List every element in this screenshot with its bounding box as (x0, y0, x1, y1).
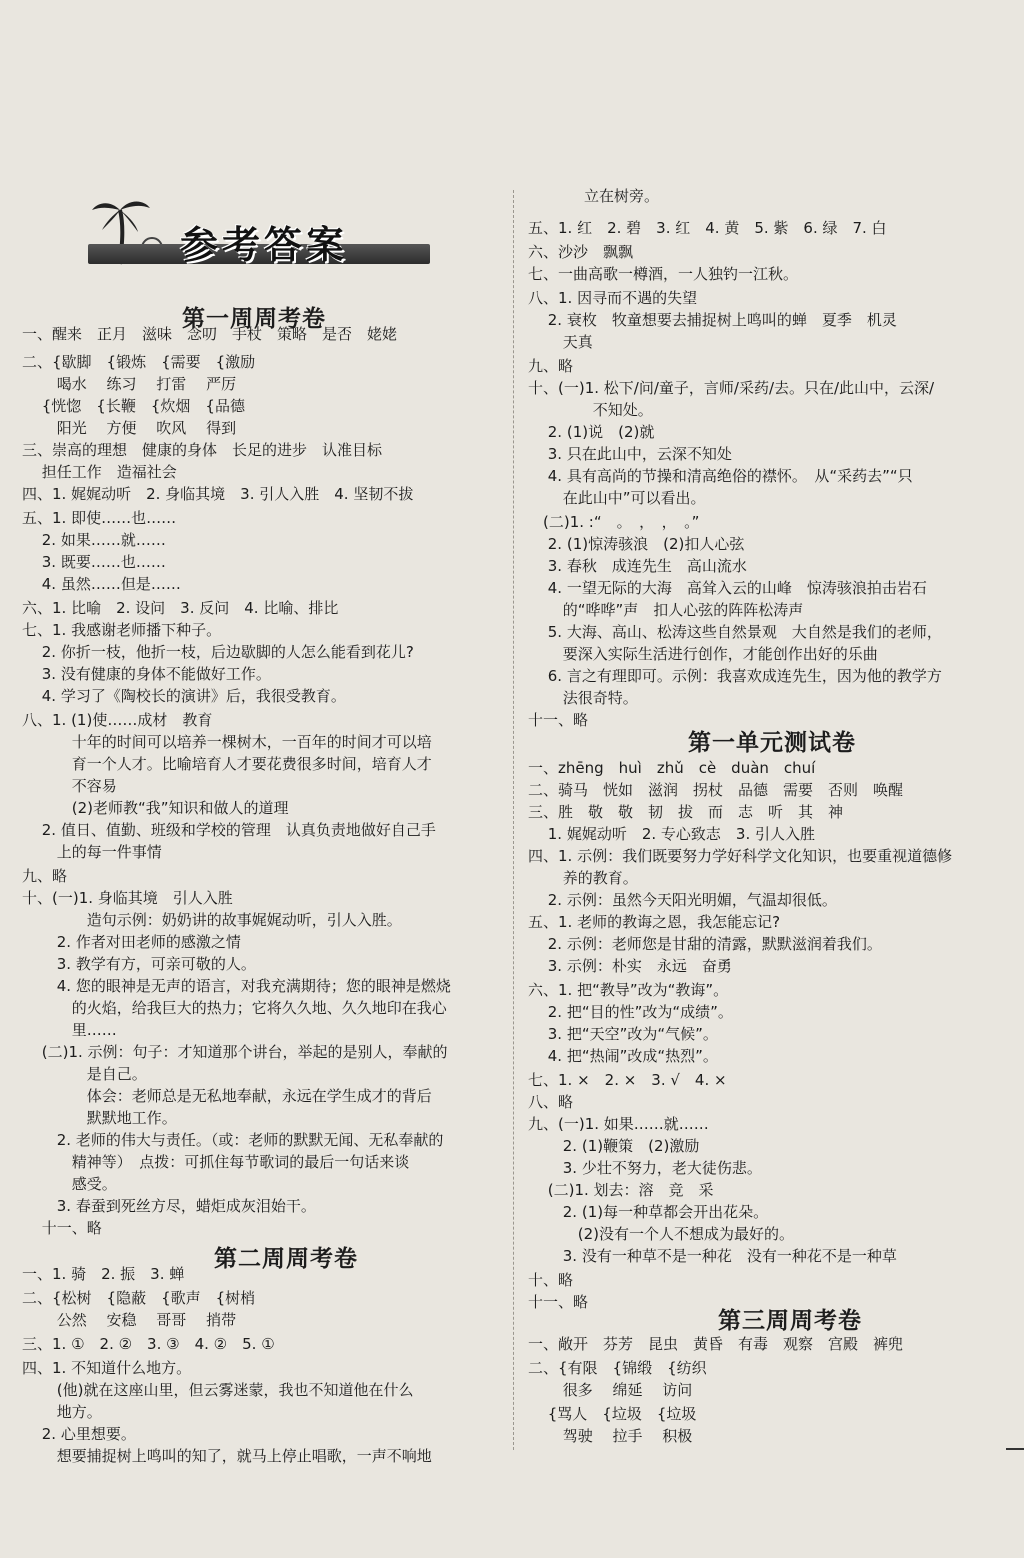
answer-line: 2. (1)每一种草都会开出花朵。 (528, 1203, 769, 1221)
answer-line: 二、{松树 {隐蔽 {歌声 {树梢 (22, 1289, 256, 1307)
answer-line: 2. 衰枚 牧童想要去捕捉树上鸣叫的蝉 夏季 机灵 (528, 311, 897, 329)
answer-line: (2)没有一个人不想成为最好的。 (528, 1225, 795, 1243)
answer-line: {骂人 {垃圾 {垃圾 (528, 1405, 697, 1423)
answer-line: 4. 一望无际的大海 高耸入云的山峰 惊涛骇浪拍击岩石 (528, 579, 927, 597)
answer-line: 想要捕捉树上鸣叫的知了，就马上停止唱歌，一声不响地 (22, 1447, 432, 1465)
answer-line: 的“哗哗”声 扣人心弦的阵阵松涛声 (528, 601, 804, 619)
answer-line: 3. 少壮不努力，老大徒伤悲。 (528, 1159, 762, 1177)
answer-line: 九、略 (528, 357, 574, 375)
answer-line: 精神等） 点拨：可抓住每节歌词的最后一句话来谈 (22, 1153, 410, 1171)
answer-line: 4. 您的眼神是无声的语言，对我充满期待；您的眼神是燃烧 (22, 977, 451, 995)
answer-line: 3. 把“天空”改为“气候”。 (528, 1025, 718, 1043)
answer-line: 地方。 (22, 1403, 102, 1421)
answer-line: 三、1. ① 2. ② 3. ③ 4. ② 5. ① (22, 1335, 275, 1353)
answer-line: (二)1. :“ 。 ， ， 。” (528, 513, 700, 531)
answer-line: 3. 只在此山中，云深不知处 (528, 445, 732, 463)
answer-line: 十、略 (528, 1271, 574, 1289)
answer-line: 2. 心里想要。 (22, 1425, 136, 1443)
answer-line: 感受。 (22, 1175, 117, 1193)
answer-line: 4. 虽然……但是…… (22, 575, 181, 593)
answer-line: 3. 示例：朴实 永远 奋勇 (528, 957, 732, 975)
answer-line: 四、1. 不知道什么地方。 (22, 1359, 192, 1377)
answer-line: 十一、略 (22, 1219, 102, 1237)
answer-line: 一、敞开 芬芳 昆虫 黄昏 有毒 观察 宫殿 裤兜 (528, 1335, 904, 1353)
answer-line: 六、沙沙 飘飘 (528, 243, 634, 261)
answer-line: 九、略 (22, 867, 68, 885)
answer-line: 二、{歇脚 {锻炼 {需要 {激励 (22, 353, 256, 371)
answer-line: 养的教育。 (528, 869, 638, 887)
answer-line: 三、崇高的理想 健康的身体 长足的进步 认准目标 (22, 441, 383, 459)
answer-line: (二)1. 示例：句子：才知道那个讲台，举起的是别人，奉献的 (22, 1043, 448, 1061)
answer-line: 3. 教学有方，可亲可敬的人。 (22, 955, 256, 973)
answer-line: (2)老师教“我”知识和做人的道理 (22, 799, 289, 817)
answer-line: 2. 把“目的性”改为“成绩”。 (528, 1003, 733, 1021)
column-divider (513, 190, 514, 1450)
answer-line: 十一、略 (528, 1293, 589, 1311)
answer-line: 十一、略 (528, 711, 589, 729)
answer-line: 2. (1)惊涛骇浪 (2)扣人心弦 (528, 535, 745, 553)
answer-line: 2. 示例：老师您是甘甜的清露，默默滋润着我们。 (528, 935, 882, 953)
answer-line: 2. 值日、值勤、班级和学校的管理 认真负责地做好自己手 (22, 821, 436, 839)
answer-line: 3. 春秋 成连先生 高山流水 (528, 557, 747, 575)
answer-line: 5. 大海、高山、松涛这些自然景观 大自然是我们的老师， (528, 623, 942, 641)
answer-line: (他)就在这座山里，但云雾迷蒙，我也不知道他在什么 (22, 1381, 414, 1399)
answer-line: 五、1. 红 2. 碧 3. 红 4. 黄 5. 紫 6. 绿 7. 白 (528, 219, 887, 237)
answer-line: 3. 既要……也…… (22, 553, 166, 571)
section-heading: 第三周周考卷 (718, 1307, 862, 1334)
answer-line: 4. 把“热闹”改成“热烈”。 (528, 1047, 718, 1065)
answer-line: 要深入实际生活进行创作，才能创作出好的乐曲 (528, 645, 878, 663)
answer-line: 五、1. 即使……也…… (22, 509, 177, 527)
answer-line: 2. 作者对田老师的感激之情 (22, 933, 241, 951)
answer-line: 八、略 (528, 1093, 574, 1111)
answer-line: 2. (1)说 (2)就 (528, 423, 655, 441)
banner-title: 参考答案 (180, 222, 349, 267)
answer-line: 2. 老师的伟大与责任。（或：老师的默默无闻、无私奉献的 (22, 1131, 444, 1149)
section-heading: 第一单元测试卷 (688, 729, 856, 756)
answer-line: 七、1. × 2. × 3. √ 4. × (528, 1071, 727, 1089)
answer-line: 在此山中”可以看出。 (528, 489, 706, 507)
answer-line: 的火焰，给我巨大的热力；它将久久地、久久地印在我心 (22, 999, 447, 1017)
answer-line: 法很奇特。 (528, 689, 638, 707)
answer-line: 4. 学习了《陶校长的演讲》后，我很受教育。 (22, 687, 346, 705)
answer-line: 五、1. 老师的教诲之恩，我怎能忘记? (528, 913, 781, 931)
answer-line: 4. 具有高尚的节操和清高绝俗的襟怀。 从“采药去”“只 (528, 467, 913, 485)
answer-line: 是自己。 (22, 1065, 147, 1083)
answer-line: 四、1. 示例：我们既要努力学好科学文化知识，也要重视道德修 (528, 847, 953, 865)
answer-line: 三、胜 敬 敬 韧 拔 而 志 听 其 神 (528, 803, 844, 821)
answer-line: 二、{有限 {锦缎 {纺织 (528, 1359, 707, 1377)
answer-line: 上的每一件事情 (22, 843, 162, 861)
answer-line: 六、1. 把“教导”改为“教诲”。 (528, 981, 729, 999)
answer-line: 七、1. 我感谢老师播下种子。 (22, 621, 222, 639)
answer-line: 一、醒来 正月 滋味 念叨 手杖 策略 是否 姥姥 (22, 325, 398, 343)
answer-line: 3. 没有健康的身体不能做好工作。 (22, 665, 271, 683)
answer-line: 一、zhēng huì zhǔ cè duàn chuí (528, 759, 816, 777)
answer-line: 不容易 (22, 777, 117, 795)
section-heading: 第一周周考卷 (182, 305, 326, 332)
answer-line: {恍惚 {长鞭 {炊烟 {品德 (22, 397, 245, 415)
answer-line: 阳光 方便 吹风 得到 (22, 419, 237, 437)
answer-line: 驾驶 拉手 积极 (528, 1427, 693, 1445)
page-edge-mark (1006, 1448, 1024, 1450)
answer-line: 担任工作 造福社会 (22, 463, 177, 481)
answer-line: 八、1. 因寻而不遇的失望 (528, 289, 698, 307)
answer-line: 造句示例：奶奶讲的故事娓娓动听，引人入胜。 (22, 911, 402, 929)
answer-line: 默默地工作。 (22, 1109, 177, 1127)
answer-line: 喝水 练习 打雷 严厉 (22, 375, 237, 393)
answer-line: 2. 你折一枝，他折一枝，后边歇脚的人怎么能看到花儿? (22, 643, 414, 661)
answer-line: 一、1. 骑 2. 振 3. 蝉 (22, 1265, 185, 1283)
answer-line: 四、1. 娓娓动听 2. 身临其境 3. 引人入胜 4. 坚韧不拔 (22, 485, 414, 503)
answer-line: 体会：老师总是无私地奉献，永远在学生成才的背后 (22, 1087, 432, 1105)
answer-line: 立在树旁。 (584, 187, 660, 205)
answer-line: 十年的时间可以培养一棵树木，一百年的时间才可以培 (22, 733, 432, 751)
answer-line: 3. 没有一种草不是一种花 没有一种花不是一种草 (528, 1247, 897, 1265)
answer-line: 七、一曲高歌一樽酒，一人独钓一江秋。 (528, 265, 799, 283)
answer-line: 十、(一)1. 松下/问/童子，言师/采药/去。只在/此山中，云深/ (528, 379, 935, 397)
answer-line: 2. 如果……就…… (22, 531, 166, 549)
answer-line: 3. 春蚕到死丝方尽，蜡炬成灰泪始干。 (22, 1197, 316, 1215)
answer-line: 二、骑马 恍如 滋润 拐杖 品德 需要 否则 唤醒 (528, 781, 904, 799)
answer-line: 2. 示例：虽然今天阳光明媚，气温却很低。 (528, 891, 837, 909)
answer-line: 不知处。 (528, 401, 653, 419)
answer-line: 公然 安稳 哥哥 捎带 (22, 1311, 237, 1329)
answer-line: 里…… (22, 1021, 117, 1039)
answer-line: 很多 绵延 访问 (528, 1381, 693, 1399)
answer-line: 九、(一)1. 如果……就…… (528, 1115, 709, 1133)
answer-line: 十、(一)1. 身临其境 引人入胜 (22, 889, 233, 907)
answer-line: 六、1. 比喻 2. 设问 3. 反问 4. 比喻、排比 (22, 599, 339, 617)
answer-line: 6. 言之有理即可。示例：我喜欢成连先生，因为他的教学方 (528, 667, 942, 685)
answer-line: 天真 (528, 333, 593, 351)
answer-line: (二)1. 划去：溶 竞 采 (528, 1181, 714, 1199)
answer-line: 八、1. (1)使……成材 教育 (22, 711, 213, 729)
answer-line: 2. (1)鞭策 (2)激励 (528, 1137, 700, 1155)
section-heading: 第二周周考卷 (214, 1245, 358, 1272)
answer-line: 1. 娓娓动听 2. 专心致志 3. 引人入胜 (528, 825, 816, 843)
answer-line: 育一个人才。比喻培育人才要花费很多时间，培育人才 (22, 755, 432, 773)
answer-key-banner (88, 196, 430, 272)
